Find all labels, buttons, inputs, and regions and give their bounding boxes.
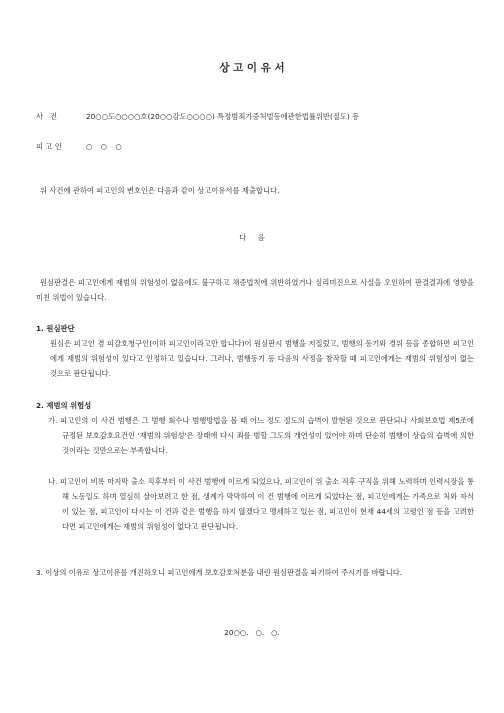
section2-item-na: 나. 피고인이 비록 마지막 출소 직후부터 이 사건 범행에 이르게 되었으나, 피고인이 위 출소 직후 구직을 위해 노력하며 인력시장을 통해 노동일도 하며 열심히 살아보려고 한 점, 생계가 막막하여 이 건 범행에 이르게 되었다는 점, 피고인에게는 가족으로 처와 자식이 있는 점, 피고인이 다시는 이 건과 같은 범행을 하지 않겠다고 맹세하고 있는 점, 피고인이 현재 44세의 고령인 점 등을 고려한다면 피고인에게는 재범의 위험성이 없다고 판단됩니다. (48, 477, 474, 531)
document-title: 상 고 이 유 서 (219, 62, 285, 74)
defendant-label: 피 고 인 (36, 142, 62, 151)
section2-item-ga: 가. 피고인의 이 사건 범행은 그 범행 회수나 범행방법을 볼 때 어느 정도 절도의 습벽이 발현된 것으로 판단되나 사회보호법 제5조에 규정된 보호감호요건인 '재범의 위험성'은 장래에 다시 죄를 범할 그도의 개연성이 있어야 하며 단순히 범행이 상습의 습벽에 의한 것이라는 것만으로는 부족합니다. (48, 416, 474, 455)
case-row (36, 111, 474, 122)
summary-paragraph: 원심판결은 피고인에게 재범의 위험성이 없음에도 불구하고 채증법칙에 위반하였거나 심리미진으로 사실을 오인하여 판결결과에 영향을 미친 위법이 있습니다. (36, 278, 474, 302)
defendant-value: ○ ○ ○ (86, 142, 122, 151)
case-label: 사 건 (36, 112, 58, 121)
defendant-row (36, 141, 474, 152)
section1-body: 원심은 피고인 겸 피감호청구인(이하 피고인이라고만 합니다)이 원심판시 범행을 저질렀고, 범행의 동기와 경위 등을 종합하면 피고인에게 재범의 위험성이 있다고 인정하고 있습니다. 그러나, 범행동기 등 다음의 사정을 참작할 때 피고인에게는 재범의 위험성이 없는 것으로 판단됩니다. (50, 339, 474, 378)
case-value: 20○○도○○○○호(20○○감도○○○○) 특정범죄가중처벌등에관한법률위반(절도) 등 (86, 112, 360, 121)
intro-text: 위 사건에 관하여 피고인의 변호인은 다음과 같이 상고이유서를 제출합니다. (40, 186, 280, 195)
da-eum-heading: 다 음 (239, 233, 265, 242)
section3-paragraph: 3. 이상의 이유로 상고이유를 개진하오니 피고인에게 보호감호처분을 내린 원심판결을 파기하여 주시기를 바랍니다. (36, 568, 403, 577)
document-date: 20○○. ○. ○. (224, 628, 280, 637)
section2-heading: 2. 재범의 위험성 (36, 401, 92, 410)
section1-heading: 1. 원심판단 (36, 324, 75, 333)
